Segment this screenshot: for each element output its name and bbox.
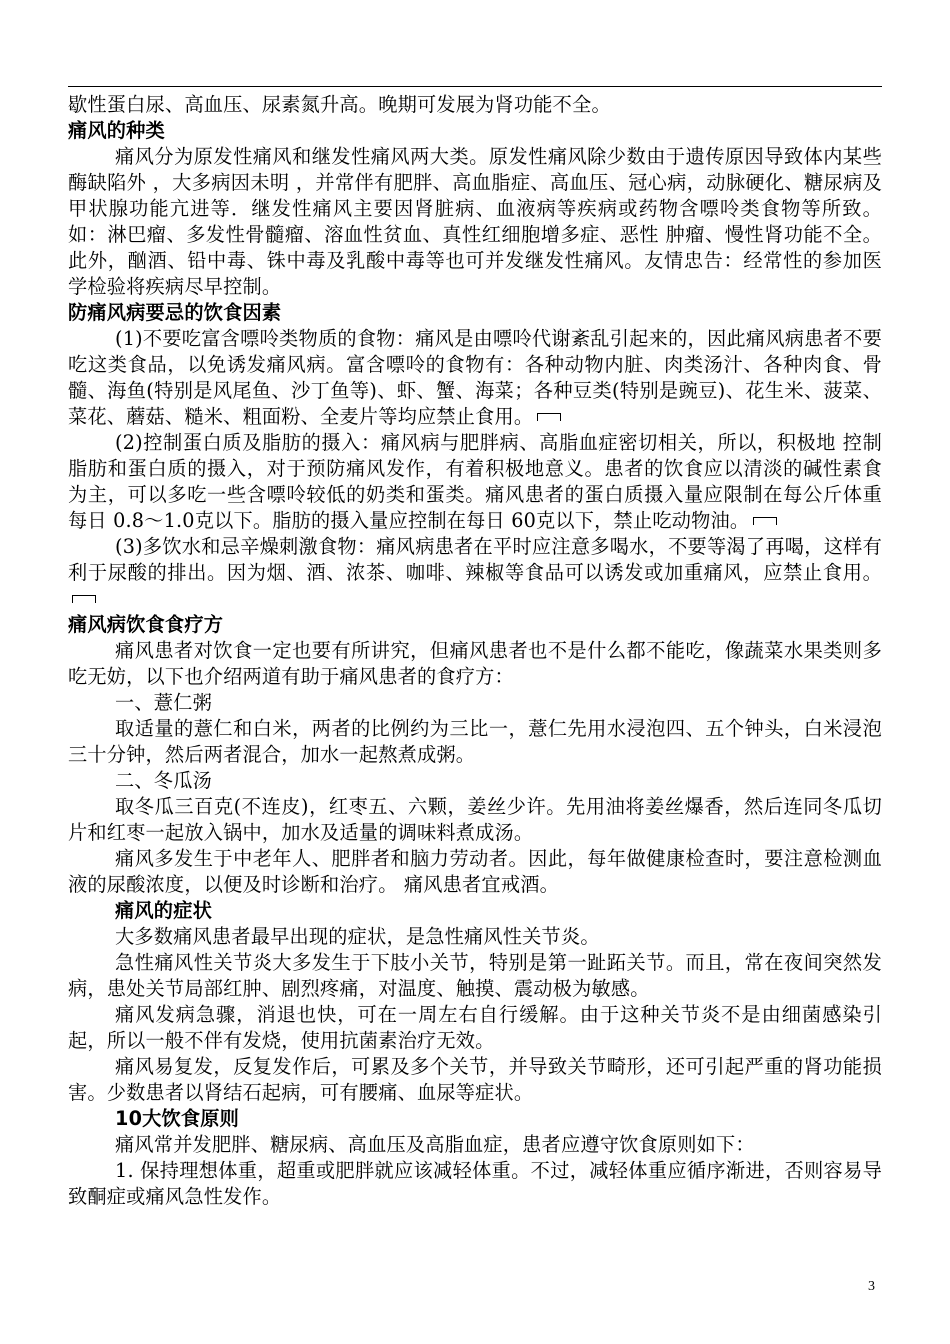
paragraph-mark-icon — [753, 517, 777, 525]
paragraph — [68, 716, 882, 768]
paragraph — [68, 846, 882, 898]
paragraph-text: 痛风多发生于中老年人、肥胖者和脑力劳动者。因此，每年做健康检查时，要注意检测血液的尿酸浓度，以便及时诊断和治疗。 痛风患者宜戒酒。 — [68, 847, 882, 896]
paragraph — [68, 1054, 882, 1106]
paragraph-text: 1. 保持理想体重，超重或肥胖就应该减轻体重。不过，减轻体重应循序渐进，否则容易导致酮症或痛风急性发作。 — [68, 1159, 882, 1208]
section-heading — [68, 300, 882, 326]
section-heading — [68, 1106, 882, 1132]
heading-text: 痛风的症状 — [115, 899, 212, 922]
paragraph-text: 大多数痛风患者最早出现的症状，是急性痛风性关节炎。 — [115, 925, 600, 948]
paragraph-text: 痛风常并发肥胖、糖尿病、高血压及高脂血症，患者应遵守饮食原则如下： — [115, 1133, 755, 1156]
paragraph — [68, 144, 882, 300]
paragraph-mark-icon — [537, 413, 561, 421]
section-heading — [68, 612, 882, 638]
paragraph-text: 二、冬瓜汤 — [115, 769, 212, 792]
paragraph-text: 痛风患者对饮食一定也要有所讲究，但痛风患者也不是什么都不能吃，像蔬菜水果类则多吃无妨，以下也介绍两道有助于痛风患者的食疗方： — [68, 639, 882, 688]
paragraph-text: (1)不要吃富含嘌呤类物质的食物：痛风是由嘌呤代谢紊乱引起来的，因此痛风病患者不要吃这类食品，以免诱发痛风病。富含嘌呤的食物有：各种动物内脏、肉类汤汁、各种肉食、骨髓、海鱼(特别是风尾鱼、沙丁鱼等)、虾、蟹、海菜；各种豆类(特别是豌豆)、花生米、菠菜、菜花、蘑菇、糙米、粗面粉、全麦片等均应禁止食用。 — [68, 327, 882, 428]
heading-text: 痛风病饮食食疗方 — [68, 613, 224, 636]
section-heading — [68, 118, 882, 144]
paragraph-text: 取适量的薏仁和白米，两者的比例约为三比一，薏仁先用水浸泡四、五个钟头，白米浸泡三十分钟，然后两者混合，加水一起熬煮成粥。 — [68, 717, 882, 766]
heading-text: 10大饮食原则 — [115, 1107, 240, 1130]
section-heading — [68, 898, 882, 924]
page-number: 3 — [868, 1279, 875, 1294]
paragraph — [68, 534, 882, 612]
paragraph-text: 一、薏仁粥 — [115, 691, 212, 714]
paragraph — [68, 950, 882, 1002]
paragraph-text: 取冬瓜三百克(不连皮)，红枣五、六颗，姜丝少许。先用油将姜丝爆香，然后连同冬瓜切片和红枣一起放入锅中，加水及适量的调味料煮成汤。 — [68, 795, 882, 844]
paragraph — [68, 768, 882, 794]
paragraph-text: 痛风易复发，反复发作后，可累及多个关节，并导致关节畸形，还可引起严重的肾功能损害。少数患者以肾结石起病，可有腰痛、血尿等症状。 — [68, 1055, 882, 1104]
heading-text: 防痛风病要忌的饮食因素 — [68, 301, 282, 324]
paragraph-mark-icon — [72, 595, 96, 603]
paragraph — [68, 430, 882, 534]
paragraph-text: 痛风发病急骤，消退也快，可在一周左右自行缓解。由于这种关节炎不是由细菌感染引起，所以一般不伴有发烧，使用抗菌素治疗无效。 — [68, 1003, 882, 1052]
paragraph — [68, 794, 882, 846]
paragraph-text: 急性痛风性关节炎大多发生于下肢小关节，特别是第一趾跖关节。而且，常在夜间突然发病，患处关节局部红肿、剧烈疼痛，对温度、触摸、震动极为敏感。 — [68, 951, 882, 1000]
paragraph — [68, 1002, 882, 1054]
paragraph-text: (3)多饮水和忌辛燥刺激食物：痛风病患者在平时应注意多喝水，不要等渴了再喝，这样有利于尿酸的排出。因为烟、酒、浓茶、咖啡、辣椒等食品可以诱发或加重痛风，应禁止食用。 — [68, 535, 882, 584]
header-rule — [68, 86, 882, 87]
heading-text: 痛风的种类 — [68, 119, 165, 142]
paragraph — [68, 924, 882, 950]
paragraph-text: (2)控制蛋白质及脂肪的摄入：痛风病与肥胖病、高脂血症密切相关，所以，积极地 控制脂肪和蛋白质的摄入，对于预防痛风发作，有着积极地意义。患者的饮食应以清淡的碱性素食为主，可以多吃一些含嘌呤较低的奶类和蛋类。痛风患者的蛋白质摄入量应限制在每公斤体重每日 0.8～1.0克以下。脂肪的摄入量应控制在每日 60克以下，禁止吃动物油。 — [68, 431, 882, 532]
paragraph-text: 痛风分为原发性痛风和继发性痛风两大类。原发性痛风除少数由于遗传原因导致体内某些酶缺陷外 ，大多病因未明 ，并常伴有肥胖、高血脂症、高血压、冠心病，动脉硬化、糖尿病及甲状腺功能亢进等．继发性痛风主要因肾脏病、血液病等疾病或药物含嘌呤类食物等所致。如：淋巴瘤、多发性骨髓瘤、溶血性贫血、真性红细胞增多症、恶性 肿瘤、慢性肾功能不全。此外，酗酒、铅中毒、铢中毒及乳酸中毒等也可并发继发性痛风。友情忠告：经常性的参加医学检验将疾病尽早控制。 — [68, 145, 882, 298]
paragraph — [68, 638, 882, 690]
paragraph — [68, 1158, 882, 1210]
paragraph-text: 歇性蛋白尿、高血压、尿素氮升高。晚期可发展为肾功能不全。 — [68, 93, 611, 116]
paragraph — [68, 326, 882, 430]
paragraph — [68, 1132, 882, 1158]
paragraph — [68, 690, 882, 716]
document-body — [68, 92, 882, 1210]
paragraph — [68, 92, 882, 118]
